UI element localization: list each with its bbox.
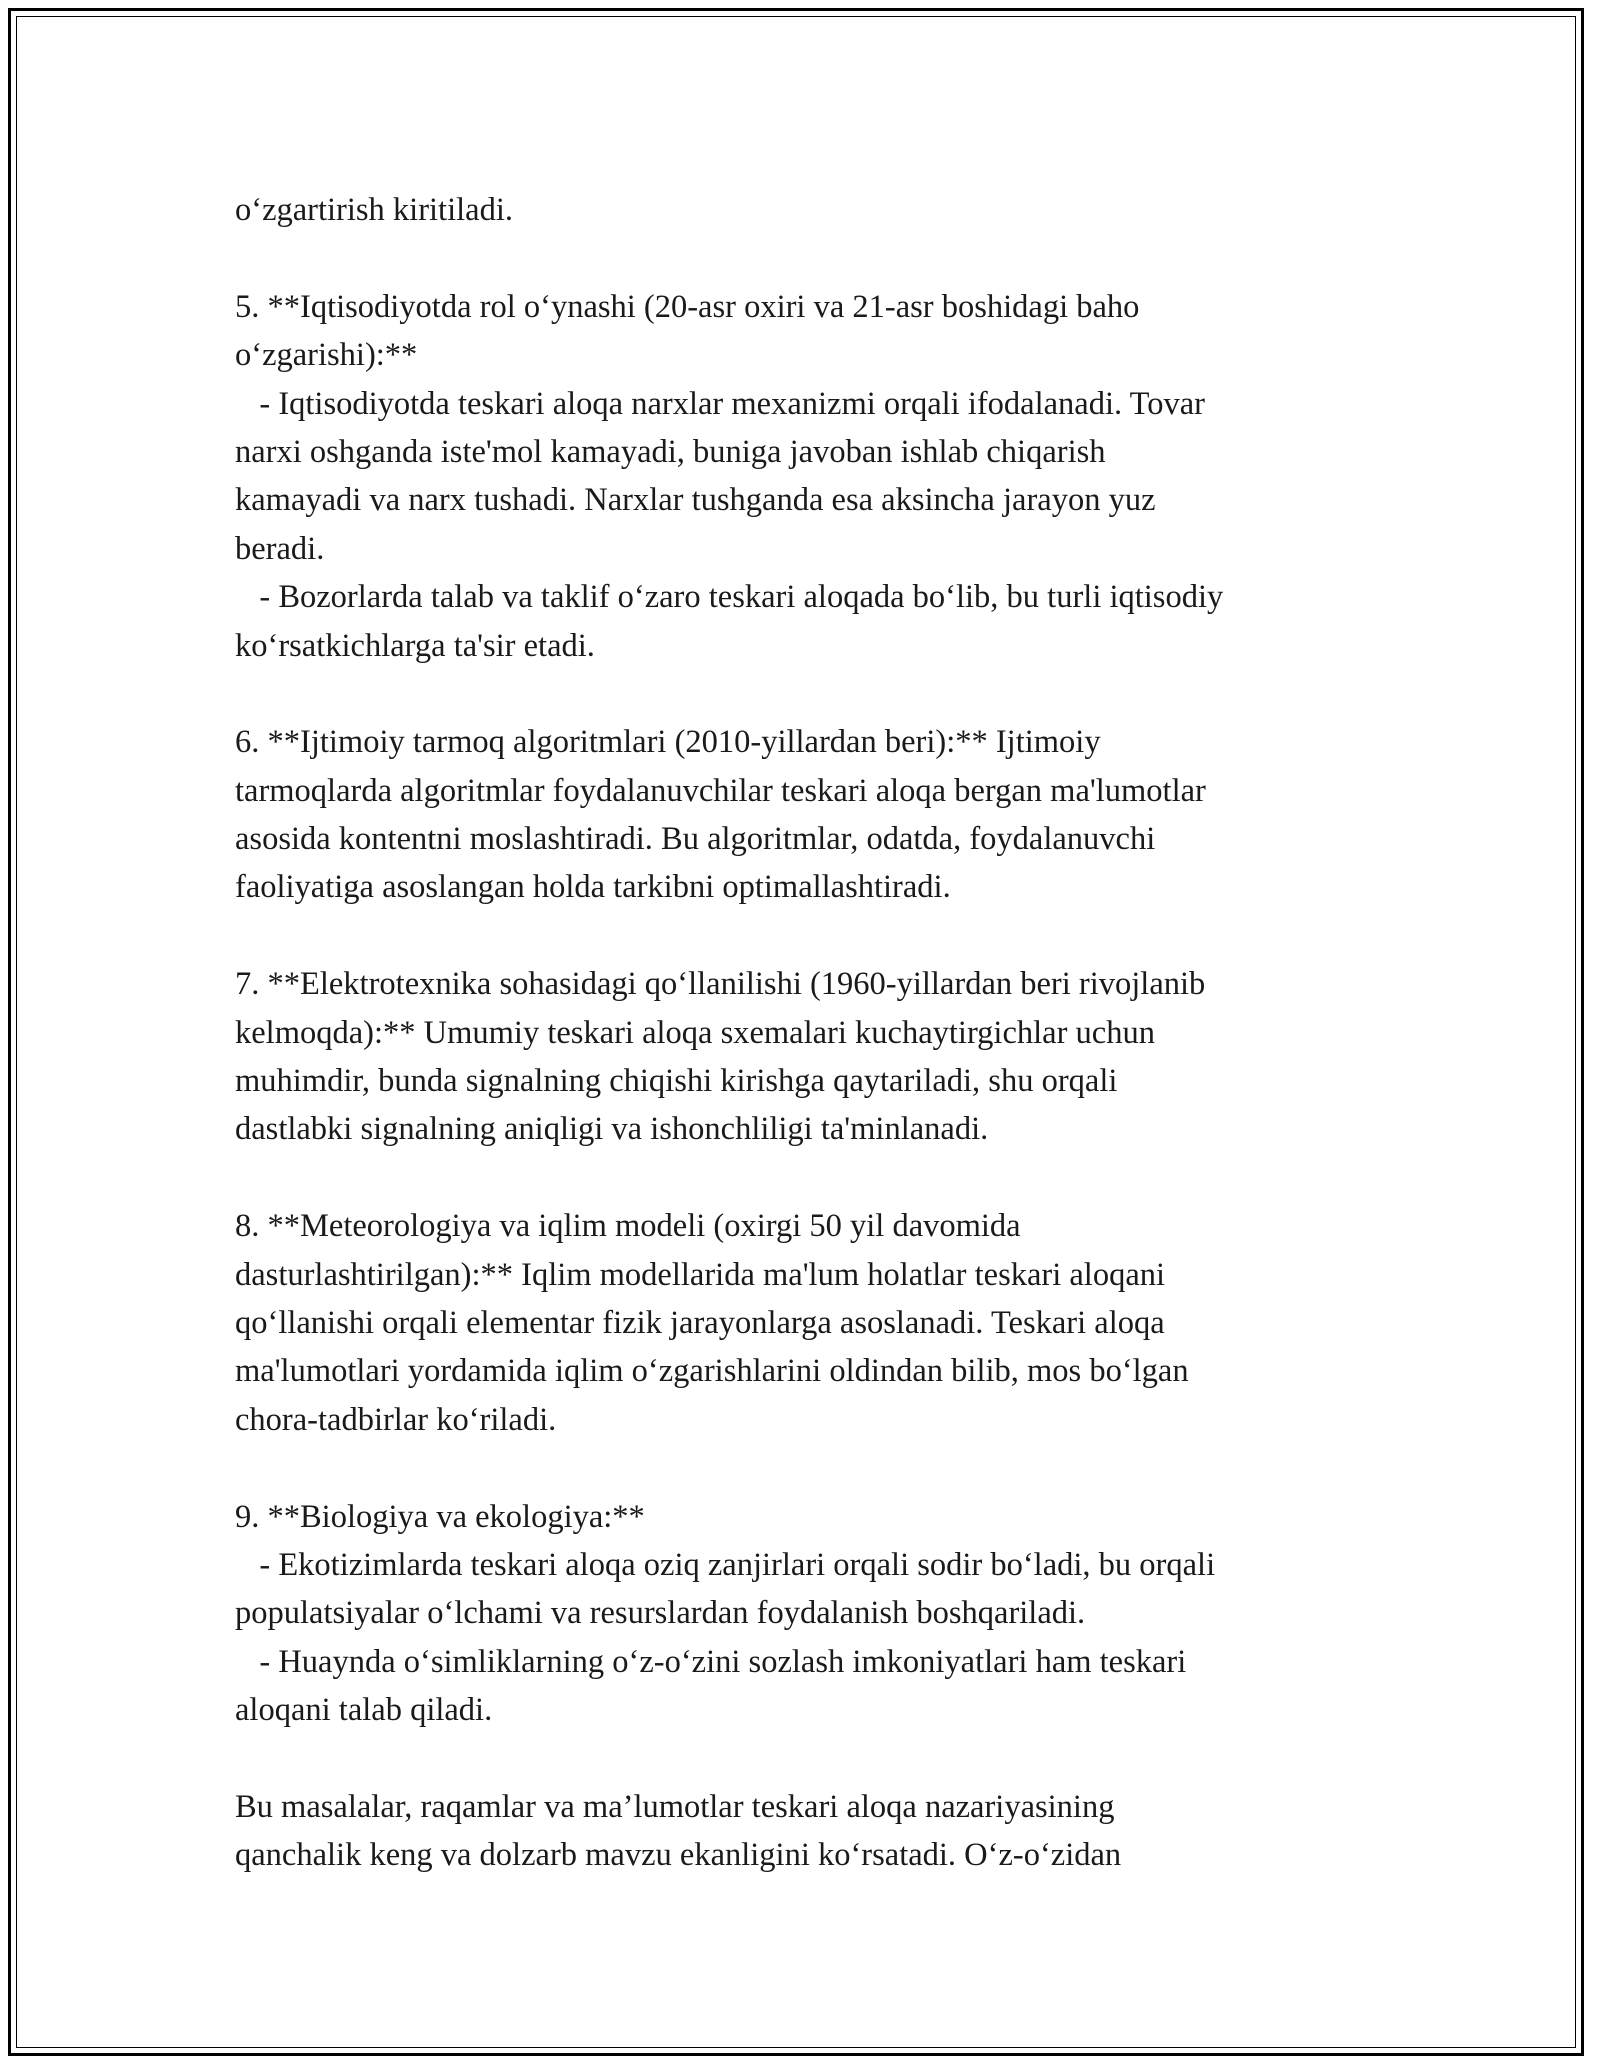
text-line: Bu masalalar, raqamlar va ma’lumotlar teskari aloqa nazariyasining [235, 1788, 1115, 1825]
text-line: - Ekotizimlarda teskari aloqa oziq zanjirlari orqali sodir bo‘ladi, bu orqali [235, 1546, 1216, 1583]
text-line: qo‘llanishi orqali elementar fizik jarayonlarga asoslanadi. Teskari aloqa [235, 1304, 1165, 1341]
text-line: dasturlashtirilgan):** Iqlim modellarida ma'lum holatlar teskari aloqani [235, 1256, 1166, 1293]
document-body [235, 186, 1375, 1880]
text-line: 8. **Meteorologiya va iqlim modeli (oxirgi 50 yil davomida [235, 1208, 1021, 1245]
text-line: faoliyatiga asoslangan holda tarkibni optimallashtiradi. [235, 869, 951, 906]
text-line: tarmoqlarda algoritmlar foydalanuvchilar teskari aloqa bergan ma'lumotlar [235, 772, 1206, 809]
text-line: o‘zgartirish kiritiladi. [235, 192, 513, 228]
text-line: muhimdir, bunda signalning chiqishi kirishga qaytariladi, shu orqali [235, 1063, 1118, 1100]
blank-line [235, 912, 1375, 960]
text-line: qanchalik keng va dolzarb mavzu ekanligini ko‘rsatadi. O‘z-o‘zidan [235, 1837, 1122, 1874]
text-line: 6. **Ijtimoiy tarmoq algoritmlari (2010-yillardan beri):** Ijtimoiy [235, 724, 1101, 761]
text-line: 7. **Elektrotexnika sohasidagi qo‘llanilishi (1960-yillardan beri rivojlanib [235, 966, 1206, 1003]
blank-line [235, 670, 1375, 718]
blank-line [235, 1154, 1375, 1202]
text-line: beradi. [235, 530, 325, 567]
text-line: kamayadi va narx tushadi. Narxlar tushganda esa aksincha jarayon yuz [235, 482, 1156, 519]
text-line: asosida kontentni moslashtiradi. Bu algoritmlar, odatda, foydalanuvchi [235, 821, 1156, 858]
text-line: chora-tadbirlar ko‘riladi. [235, 1401, 557, 1438]
text-line: - Iqtisodiyotda teskari aloqa narxlar mexanizmi orqali ifodalanadi. Tovar [235, 385, 1206, 422]
text-line: 5. **Iqtisodiyotda rol o‘ynashi (20-asr oxiri va 21-asr boshidagi baho [235, 288, 1140, 325]
text-line: narxi oshganda iste'mol kamayadi, buniga javoban ishlab chiqarish [235, 433, 1106, 470]
blank-line [235, 1444, 1375, 1492]
text-line: - Bozorlarda talab va taklif o‘zaro teskari aloqada bo‘lib, bu turli iqtisodiy [235, 579, 1224, 616]
text-line: aloqani talab qiladi. [235, 1692, 493, 1729]
text-line: 9. **Biologiya va ekologiya:** [235, 1498, 645, 1535]
text-line: o‘zgarishi):** [235, 337, 418, 374]
blank-line [235, 234, 1375, 282]
text-line: - Huaynda o‘simliklarning o‘z-o‘zini sozlash imkoniyatlari ham teskari [235, 1643, 1187, 1680]
text-line: populatsiyalar o‘lchami va resurslardan foydalanish boshqariladi. [235, 1595, 1086, 1632]
text-line: ma'lumotlari yordamida iqlim o‘zgarishlarini oldindan bilib, mos bo‘lgan [235, 1353, 1189, 1390]
text-line: dastlabki signalning aniqligi va ishonchliligi ta'minlanadi. [235, 1111, 989, 1148]
blank-line [235, 1735, 1375, 1783]
text-line: kelmoqda):** Umumiy teskari aloqa sxemalari kuchaytirgichlar uchun [235, 1014, 1155, 1051]
text-line: ko‘rsatkichlarga ta'sir etadi. [235, 627, 595, 664]
